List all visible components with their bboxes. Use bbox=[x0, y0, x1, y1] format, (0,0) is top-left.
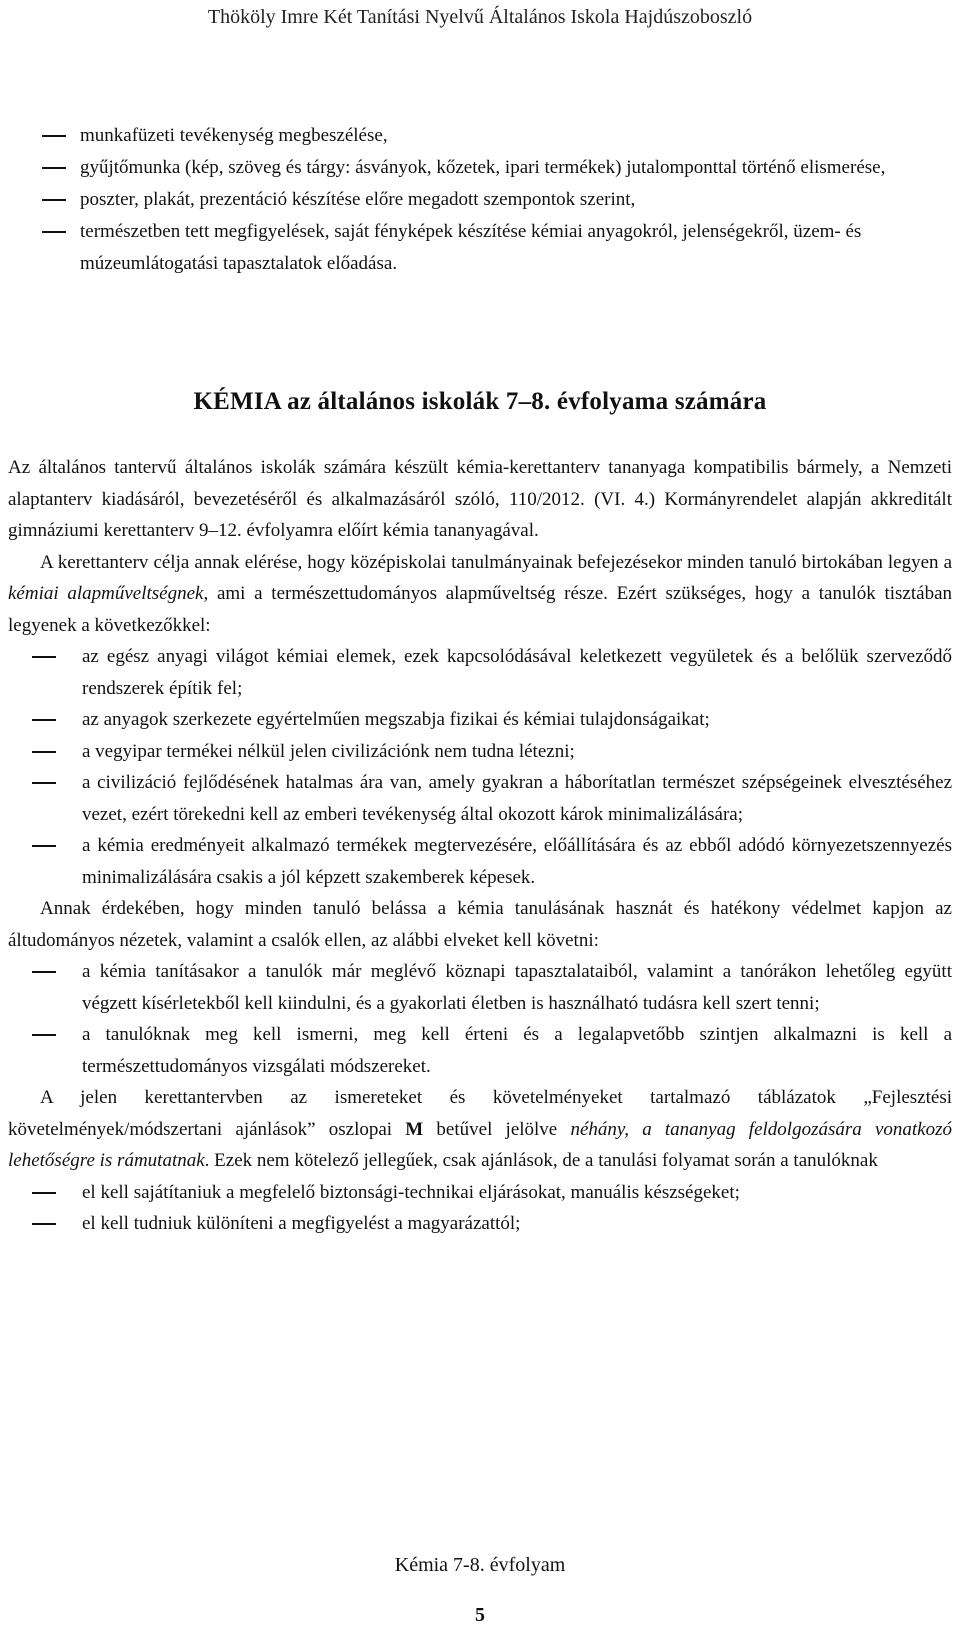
list-item-text: az anyagok szerkezete egyértelműen megszabja fizikai és kémiai tulajdonságaikat; bbox=[82, 709, 710, 730]
dash-icon bbox=[32, 1223, 56, 1225]
goal-paragraph bbox=[8, 547, 952, 642]
dash-icon bbox=[32, 719, 56, 721]
dash-icon bbox=[42, 199, 66, 201]
tables-bold-letter: M bbox=[405, 1118, 424, 1140]
list-item-text: el kell tudniuk különíteni a megfigyelést a magyarázattól; bbox=[82, 1213, 521, 1234]
list-item-text: a vegyipar termékei nélkül jelen civilizációnk nem tudna létezni; bbox=[82, 740, 575, 762]
list-item-text: a kémia eredményeit alkalmazó termékek megtervezésére, előállítására és az ebből adódó környezetszennyezés minimalizálására csakis a jól képzett szakemberek képesek. bbox=[82, 835, 952, 888]
list-item bbox=[42, 216, 940, 280]
list-item bbox=[8, 736, 952, 768]
dash-icon bbox=[42, 231, 66, 233]
intro-paragraph: Az általános tantervű általános iskolák számára készült kémia-kerettanterv tananyaga kompatibilis bármely, a Nemzeti alaptanterv kiadásáról, bevezetéséről és alkalmazásáról szóló, 110/2012. (VI. 4.) Kormányrendelet alapján akkreditált gimnáziumi kerettanterv 9–12. évfolyamra előírt kémia tananyagával. bbox=[8, 457, 952, 541]
list-item bbox=[8, 1208, 952, 1240]
list-item-text: a tanulóknak meg kell ismerni, meg kell érteni és a legalapvetőbb szintjen alkalmazni is kell a természettudományos vizsgálati módszereket. bbox=[82, 1024, 952, 1077]
dash-icon bbox=[32, 751, 56, 753]
list-item bbox=[42, 184, 940, 216]
page-header: Thököly Imre Két Tanítási Nyelvű Általános Iskola Hajdúszoboszló bbox=[207, 6, 753, 28]
dash-icon bbox=[32, 971, 56, 973]
list-item-text: poszter, plakát, prezentáció készítése előre megadott szempontok szerint, bbox=[80, 189, 636, 210]
list-item bbox=[42, 152, 940, 184]
dash-icon bbox=[32, 782, 56, 784]
list-item-text: az egész anyagi világot kémiai elemek, ezek kapcsolódásával keletkezett vegyületek és a belőlük szerveződő rendszerek építik fel; bbox=[82, 646, 952, 699]
goal-bullet-list bbox=[8, 641, 952, 893]
list-item bbox=[8, 704, 952, 736]
tables-text-2: betűvel jelölve bbox=[423, 1118, 571, 1140]
dash-icon bbox=[42, 135, 66, 137]
goal-emphasis: kémiai alapműveltségnek bbox=[8, 583, 204, 604]
final-bullet-list bbox=[8, 1177, 952, 1240]
list-item-text: a civilizáció fejlődésének hatalmas ára van, amely gyakran a háborítatlan természet szépségeinek elvesztéséhez vezet, ezért törekedni kell az emberi tevékenység által okozott károk minimalizálására; bbox=[82, 772, 952, 825]
list-item bbox=[8, 1177, 952, 1209]
list-item bbox=[42, 120, 940, 152]
list-item-text: a kémia tanításakor a tanulók már meglévő köznapi tapasztalataiból, valamint a tanórákon lehetőleg együtt végzett kísérletekből kell kiindulni, és a gyakorlati életben is használható tudásra kell szert tenni; bbox=[82, 961, 952, 1014]
dash-icon bbox=[32, 845, 56, 847]
tables-text-3: . Ezek nem kötelező jellegűek, csak ajánlások, de a tanulási folyamat során a tanulóknak bbox=[204, 1150, 878, 1171]
tables-paragraph bbox=[8, 1082, 952, 1177]
dash-icon bbox=[42, 167, 66, 169]
goal-text-before: A kerettanterv célja annak elérése, hogy középiskolai tanulmányainak befejezésekor minden tanuló birtokában legyen a bbox=[40, 551, 952, 573]
protect-bullet-list bbox=[8, 956, 952, 1082]
list-item bbox=[8, 830, 952, 893]
list-item bbox=[8, 956, 952, 1019]
dash-icon bbox=[32, 1192, 56, 1194]
list-item-text: természetben tett megfigyelések, saját fényképek készítése kémiai anyagokról, jelenségekről, üzem- és múzeumlátogatási tapasztalatok előadása. bbox=[80, 221, 862, 274]
list-item bbox=[8, 641, 952, 704]
list-item bbox=[8, 1019, 952, 1082]
goal-text-after: , ami a természettudományos alapműveltség része. Ezért szükséges, hogy a tanulók tisztában legyenek a következőkkel: bbox=[8, 583, 953, 636]
tables-emphasis: néhány, a tananyag feldolgozására vonatkozó lehetőségre is rámutatnak bbox=[8, 1118, 952, 1171]
top-bullet-list bbox=[42, 120, 940, 280]
dash-icon bbox=[32, 656, 56, 658]
section-title: KÉMIA az általános iskolák 7–8. évfolyama számára bbox=[193, 388, 767, 415]
body-text bbox=[8, 452, 952, 1240]
tables-text-1: A jelen kerettantervben az ismereteket és követelményeket tartalmazó táblázatok „Fejlesztési követelmények/módszertani ajánlások” oszlopai bbox=[8, 1087, 952, 1140]
list-item-text: gyűjtőmunka (kép, szöveg és tárgy: ásványok, kőzetek, ipari termékek) jutalomponttal történő elismerése, bbox=[80, 157, 886, 178]
dash-icon bbox=[32, 1034, 56, 1036]
list-item-text: el kell sajátítaniuk a megfelelő biztonsági-technikai eljárásokat, manuális készségeket; bbox=[82, 1181, 740, 1203]
list-item bbox=[8, 767, 952, 830]
page-number: 5 bbox=[475, 1604, 485, 1626]
protect-paragraph: Annak érdekében, hogy minden tanuló belássa a kémia tanulásának hasznát és hatékony védelmet kapjon az áltudományos nézetek, valamint a csalók ellen, az alábbi elveket kell követni: bbox=[8, 898, 952, 951]
page-footer: Kémia 7-8. évfolyam bbox=[394, 1554, 566, 1576]
list-item-text: munkafüzeti tevékenység megbeszélése, bbox=[80, 125, 388, 146]
